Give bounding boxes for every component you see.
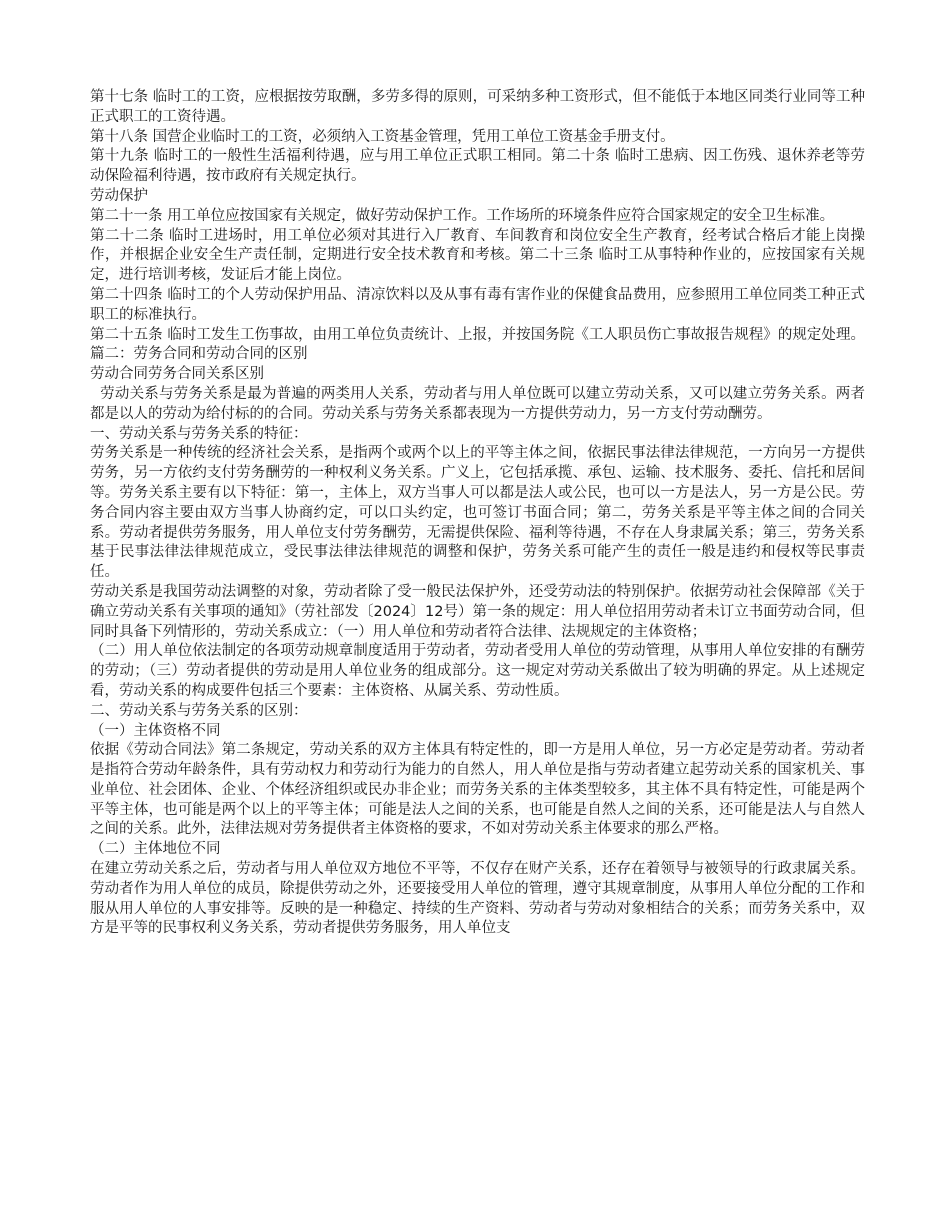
labor-service-relation-paragraph: 劳务关系是一种传统的经济社会关系，是指两个或两个以上的平等主体之间，依据民事法律法律规范，一方向另一方提供劳务，另一方依约支付劳务酬劳的一种权利义务关系。广义上，它包括承揽、承包、运输、技术服务、委托、信托和居间等。劳务关系主要有以下特征：第一，主体上，双方当事人可以都是法人或公民，也可以一方是法人，另一方是公民。劳务合同内容主要由双方当事人协商约定，可以口头约定，也可签订书面合同；第二，劳务关系是平等主体之间的合同关系。劳动者提供劳务服务，用人单位支付劳务酬劳，无需提供保险、福利等待遇，不存在人身隶属关系；第三，劳务关系基于民事法律法律规范成立，受民事法律法律规范的调整和保护，劳务关系可能产生的责任一般是违约和侵权等民事责任。 [90,445,865,581]
heading-characteristics: 一、劳动关系与劳务关系的特征： [90,425,308,442]
subheading-subject-qualification: （一）主体资格不同 [90,722,221,739]
article-19-20: 第十九条 临时工的一般性生活福利待遇，应与用工单位正式职工相同。第二十条 临时工患病、因工伤残、退休养老等劳动保险福利待遇，按市政府有关规定执行。 [90,148,865,185]
section-heading-labor-protection: 劳动保护 [90,187,148,204]
article-24: 第二十四条 临时工的个人劳动保护用品、清凉饮料以及从事有毒有害作业的保健食品费用，应参照用工单位同类工种正式职工的标准执行。 [90,286,865,323]
labor-relation-elements-paragraph: （二）用人单位依法制定的各项劳动规章制度适用于劳动者，劳动者受用人单位的劳动管理，从事用人单位安排的有酬劳的劳动；（三）劳动者提供的劳动是用人单位业务的组成部分。这一规定对劳动关系做出了较为明确的界定。从上述规定看，劳动关系的构成要件包括三个要素：主体资格、从属关系、劳动性质。 [90,643,865,699]
document-body [90,88,865,939]
article-22-23: 第二十二条 临时工进场时，用工单位必须对其进行入厂教育、车间教育和岗位安全生产教育，经考试合格后才能上岗操作，并根据企业安全生产责任制，定期进行安全技术教育和考核。第二十三条 临时工从事特种作业的，应按国家有关规定，进行培训考核，发证后才能上岗位。 [90,227,865,284]
heading-differences: 二、劳动关系与劳务关系的区别： [90,702,308,719]
subheading-subject-status: （二）主体地位不同 [90,841,221,858]
labor-relation-paragraph: 劳动关系是我国劳动法调整的对象，劳动者除了受一般民法保护外，还受劳动法的特别保护。依据劳动社会保障部《关于确立劳动关系有关事项的通知》（劳社部发〔2024〕12号）第一条的规定：用人单位招用劳动者未订立书面劳动合同，但同时具备下列情形的，劳动关系成立：（一）用人单位和劳动者符合法律、法规规定的主体资格； [90,583,865,640]
subject-qualification-paragraph: 依据《劳动合同法》第二条规定，劳动关系的双方主体具有特定性的，即一方是用人单位，另一方必定是劳动者。劳动者是指符合劳动年龄条件，具有劳动权力和劳动行为能力的自然人，用人单位是指与劳动者建立起劳动关系的国家机关、事业单位、社会团体、企业、个体经济组织或民办非企业；而劳务关系的主体类型较多，其主体不具有特定性，可能是两个平等主体，也可能是两个以上的平等主体；可能是法人之间的关系，也可能是自然人之间的关系，还可能是法人与自然人之间的关系。此外，法律法规对劳务提供者主体资格的要求，不如对劳动关系主体要求的那么严格。 [90,742,865,838]
intro-paragraph: 劳动关系与劳务关系是最为普遍的两类用人关系，劳动者与用人单位既可以建立劳动关系，又可以建立劳务关系。两者都是以人的劳动为给付标的的合同。劳动关系与劳务关系都表现为一方提供劳动力，另一方支付劳动酬劳。 [90,385,865,422]
section-heading-contract-difference: 劳动合同劳务合同关系区别 [90,366,264,383]
article-17: 第十七条 临时工的工资，应根据按劳取酬，多劳多得的原则，可采纳多种工资形式，但不能低于本地区同类行业同等工种正式职工的工资待遇。 [90,89,865,125]
article-25: 第二十五条 临时工发生工伤事故，由用工单位负责统计、上报，并按国务院《工人职员伤亡事故报告规程》的规定处理。篇二：劳务合同和劳动合同的区别 [90,326,865,363]
subject-status-paragraph: 在建立劳动关系之后，劳动者与用人单位双方地位不平等，不仅存在财产关系，还存在着领导与被领导的行政隶属关系。劳动者作为用人单位的成员，除提供劳动之外，还要接受用人单位的管理，遵守其规章制度，从事用人单位分配的工作和服从用人单位的人事安排等。反映的是一种稳定、持续的生产资料、劳动者与劳动对象相结合的关系；而劳务关系中，双方是平等的民事权利义务关系，劳动者提供劳务服务，用人单位支 [90,861,865,937]
article-18: 第十八条 国营企业临时工的工资，必须纳入工资基金管理，凭用工单位工资基金手册支付。 [90,128,675,145]
article-21: 第二十一条 用工单位应按国家有关规定，做好劳动保护工作。工作场所的环境条件应符合国家规定的安全卫生标准。 [90,207,835,224]
